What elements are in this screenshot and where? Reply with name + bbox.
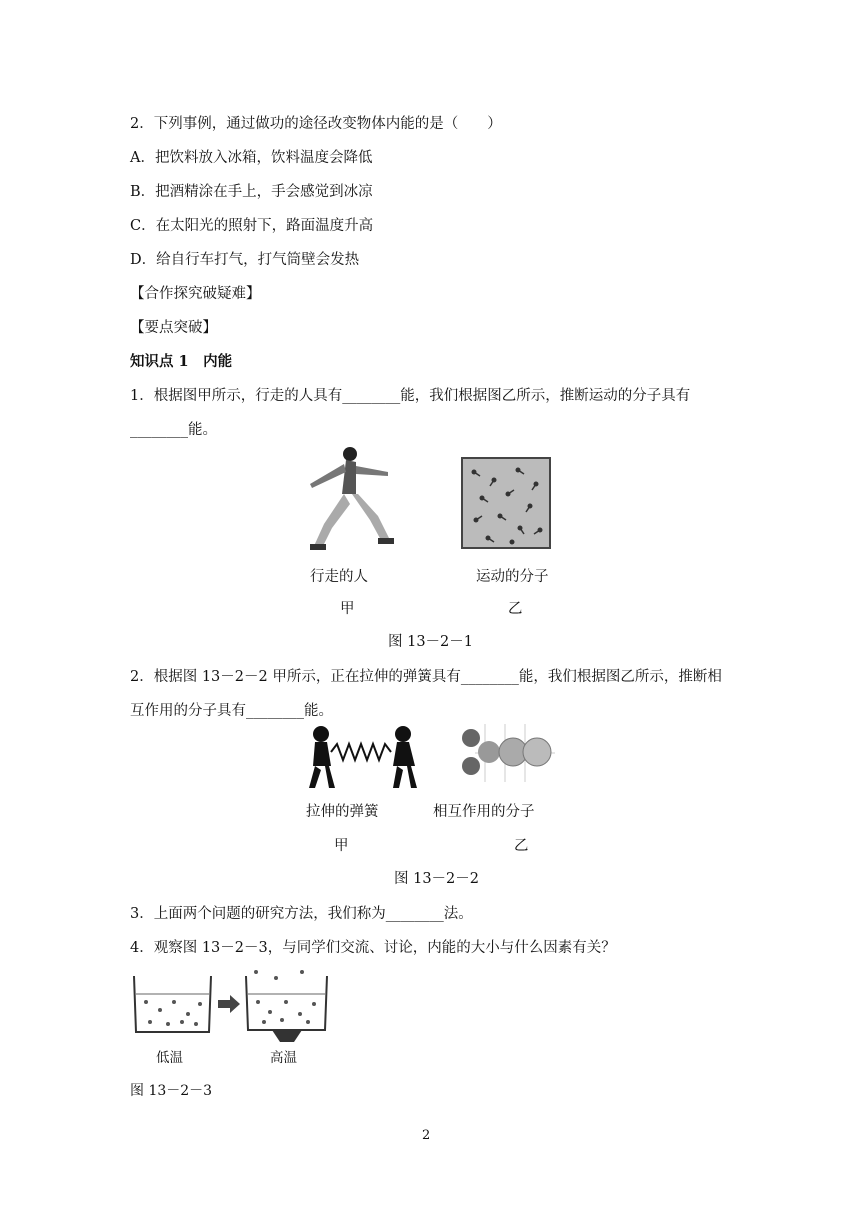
- figure-2-right-sub: 乙: [514, 838, 529, 854]
- low-temperature-label: 低温: [156, 1050, 183, 1066]
- walking-person-label: 行走的人: [310, 569, 368, 585]
- option-c: C．在太阳光的照射下，路面温度升高: [130, 218, 374, 234]
- figure-2-left-sub: 甲: [334, 838, 349, 854]
- high-temperature-container-image: [242, 968, 332, 1043]
- figure-2-caption: 图 13－2－2: [394, 871, 480, 887]
- paragraph-3: 3．上面两个问题的研究方法，我们称为________法。: [130, 906, 473, 922]
- high-temperature-label: 高温: [270, 1050, 297, 1066]
- moving-molecules-label: 运动的分子: [476, 569, 549, 585]
- option-b: B．把酒精涂在手上，手会感觉到冰凉: [130, 184, 373, 200]
- paragraph-2-line-2: 互作用的分子具有________能。: [130, 703, 333, 719]
- moving-molecules-image: [460, 456, 552, 552]
- section-heading-cooperate: 【合作探究破疑难】: [130, 286, 261, 302]
- stretched-spring-label: 拉伸的弹簧: [306, 804, 379, 820]
- paragraph-4: 4．观察图 13－2－3，与同学们交流、讨论，内能的大小与什么因素有关？: [130, 940, 616, 956]
- interacting-molecules-label: 相互作用的分子: [433, 804, 535, 820]
- walking-person-image: [300, 442, 396, 554]
- page-number: 2: [422, 1128, 431, 1143]
- question-2-stem: 2．下列事例，通过做功的途径改变物体内能的是（ ）: [130, 116, 502, 132]
- paragraph-2-line-1: 2．根据图 13－2－2 甲所示，正在拉伸的弹簧具有________能，我们根据图乙所示，推断相: [130, 669, 722, 685]
- option-d: D．给自行车打气，打气筒壁会发热: [130, 252, 360, 268]
- option-a: A．把饮料放入冰箱，饮料温度会降低: [130, 150, 373, 166]
- figure-1-caption: 图 13－2－1: [388, 634, 474, 650]
- figure-3-caption: 图 13－2－3: [130, 1083, 213, 1099]
- low-temperature-container-image: [130, 972, 215, 1037]
- paragraph-1-line-1: 1．根据图甲所示，行走的人具有________能，我们根据图乙所示，推断运动的分子具有: [130, 388, 691, 404]
- section-heading-key-points: 【要点突破】: [130, 320, 217, 336]
- stretched-spring-image: [305, 722, 420, 792]
- paragraph-1-line-2: ________能。: [130, 422, 217, 438]
- knowledge-point-title: 知识点 1 内能: [130, 353, 233, 370]
- figure-1-right-sub: 乙: [508, 601, 523, 617]
- arrow-right-icon: [218, 995, 240, 1013]
- interacting-molecules-image: [455, 722, 560, 784]
- figure-1-left-sub: 甲: [340, 601, 355, 617]
